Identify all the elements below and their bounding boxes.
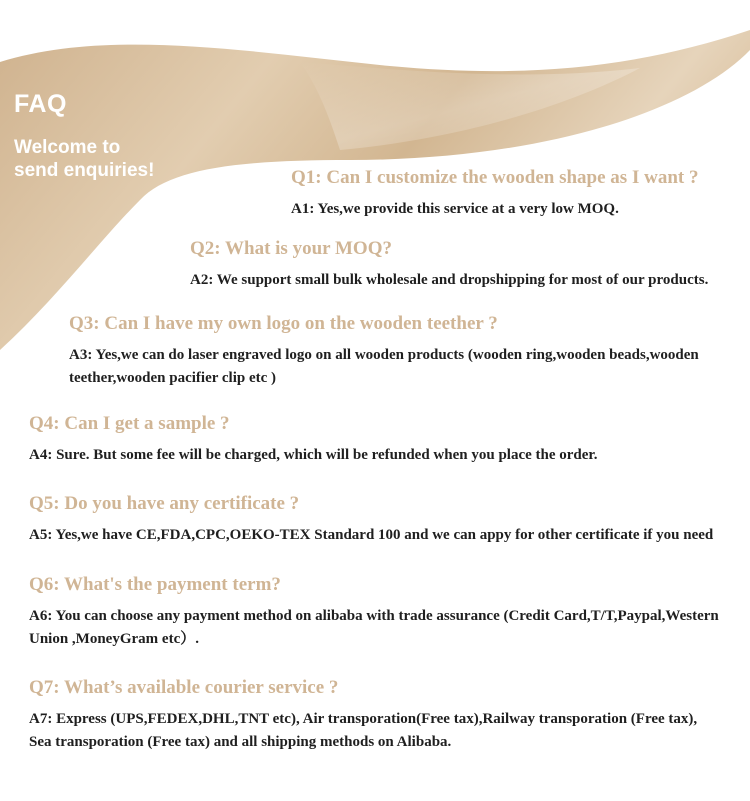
- answer-6: [29, 605, 719, 651]
- answer-7-line-1: A7: Express (UPS,FEDEX,DHL,TNT etc), Air transporation(Free tax),Railway transporation (Free tax),: [29, 711, 698, 727]
- answer-6-line-2: Union ,MoneyGram etc）.: [29, 631, 199, 647]
- question-5: Q5: Do you have any certificate ?: [29, 493, 300, 514]
- answer-5: [29, 524, 713, 547]
- faq-item-2: [190, 238, 708, 292]
- answer-5-line-1: A5: Yes,we have CE,FDA,CPC,OEKO-TEX Standard 100 and we can appy for other certificate if you need: [29, 527, 714, 543]
- answer-3-line-1: A3: Yes,we can do laser engraved logo on all wooden products (wooden ring,wooden beads,wooden: [69, 347, 699, 363]
- question-4: Q4: Can I get a sample ?: [29, 413, 230, 434]
- answer-4: [29, 444, 597, 467]
- faq-item-6: [29, 574, 719, 651]
- answer-1-line-1: A1: Yes,we provide this service at a very low MOQ.: [291, 201, 619, 217]
- answer-3-line-2: teether,wooden pacifier clip etc ): [69, 370, 277, 386]
- welcome-text: [14, 136, 154, 182]
- answer-3: [69, 344, 699, 390]
- answer-7: [29, 708, 697, 754]
- faq-item-3: [69, 313, 699, 390]
- faq-item-4: [29, 413, 597, 467]
- answer-2: [190, 269, 708, 292]
- faq-item-5: [29, 493, 713, 547]
- answer-7-line-2: Sea transporation (Free tax) and all shipping methods on Alibaba.: [29, 734, 452, 750]
- question-1: Q1: Can I customize the wooden shape as I want ?: [291, 167, 699, 188]
- faq-item-7: [29, 677, 697, 754]
- answer-6-line-1: A6: You can choose any payment method on alibaba with trade assurance (Credit Card,T/T,Paypal,Western: [29, 608, 719, 624]
- answer-1: [291, 198, 698, 221]
- question-7: Q7: What’s available courier service ?: [29, 677, 339, 698]
- question-6: Q6: What's the payment term?: [29, 574, 281, 595]
- faq-item-1: [291, 167, 698, 221]
- answer-2-line-1: A2: We support small bulk wholesale and dropshipping for most of our products.: [190, 272, 709, 288]
- faq-title: FAQ: [14, 90, 67, 118]
- welcome-line-1: Welcome to: [14, 137, 121, 158]
- question-2: Q2: What is your MOQ?: [190, 238, 392, 259]
- answer-4-line-1: A4: Sure. But some fee will be charged, which will be refunded when you place the order.: [29, 447, 598, 463]
- question-3: Q3: Can I have my own logo on the wooden teether ?: [69, 313, 498, 334]
- welcome-line-2: send enquiries!: [14, 160, 155, 181]
